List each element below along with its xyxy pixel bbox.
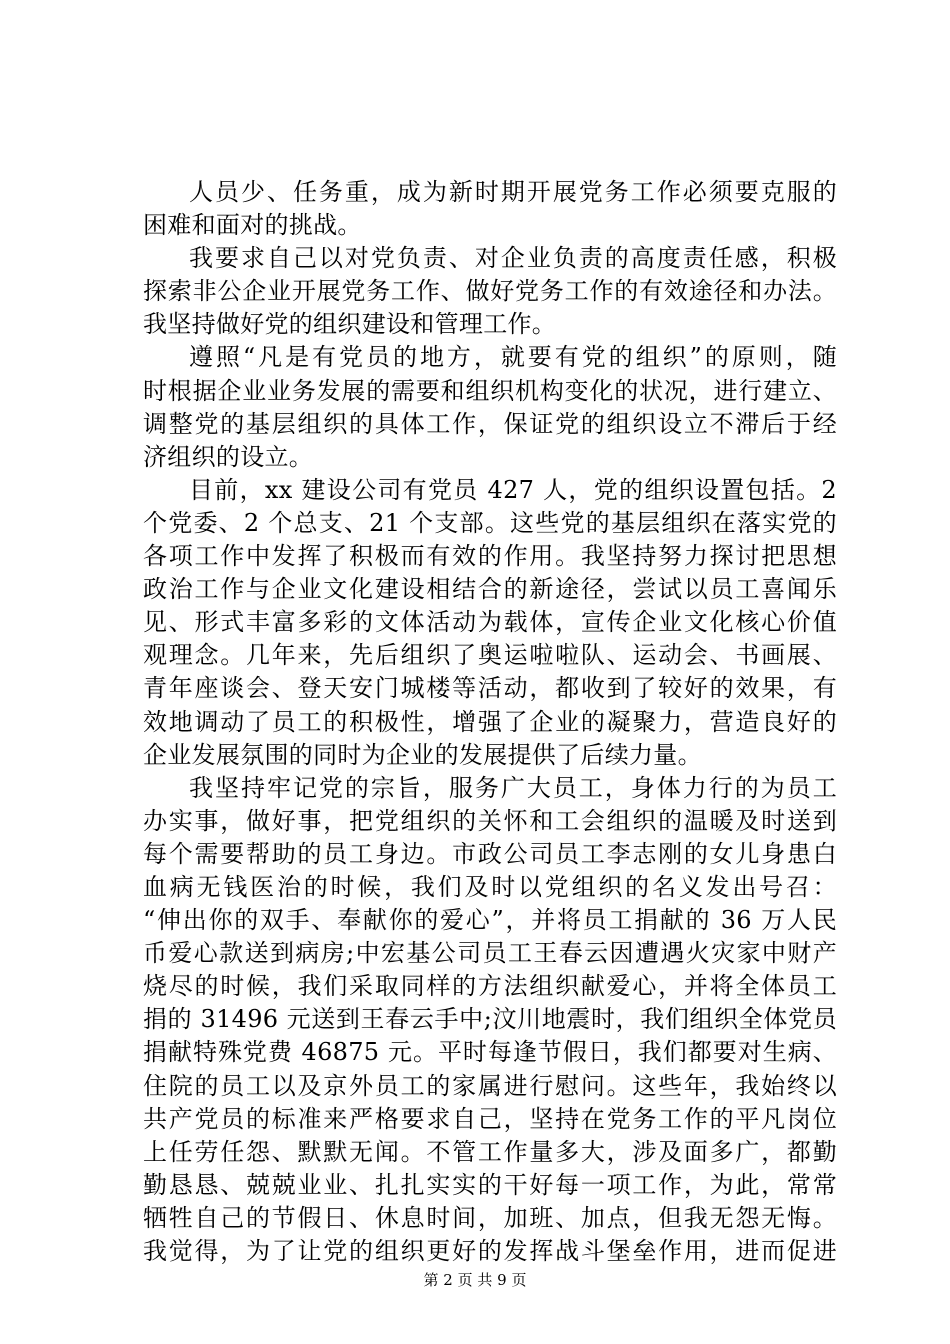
text-line: 遵照“凡是有党员的地方，就要有党的组织”的原则，随: [189, 343, 837, 372]
text-line: 血病无钱医治的时候，我们及时以党组织的名义发出号召：: [143, 872, 837, 901]
text-line: 捐献特殊党费 46875 元。平时每逢节假日，我们都要对生病、: [143, 1038, 837, 1067]
text-line: 各项工作中发挥了积极而有效的作用。我坚持努力探讨把思想: [143, 542, 837, 571]
document-body: [143, 176, 837, 1268]
text-line: 济组织的设立。: [143, 442, 314, 471]
text-line: 探索非公企业开展党务工作、做好党务工作的有效途径和办法。: [143, 277, 837, 306]
text-line: 我坚持牢记党的宗旨，服务广大员工，身体力行的为员工: [189, 773, 837, 802]
paragraph: [143, 242, 837, 341]
paragraph: [143, 772, 837, 1268]
text-line: 观理念。几年来，先后组织了奥运啦啦队、运动会、书画展、: [143, 641, 837, 670]
text-line: 人员少、任务重，成为新时期开展党务工作必须要克服的: [189, 178, 837, 206]
paragraph: [143, 474, 837, 772]
text-line: 青年座谈会、登天安门城楼等活动，都收到了较好的效果，有: [143, 674, 837, 703]
text-line: 我要求自己以对党负责、对企业负责的高度责任感，积极: [189, 244, 837, 273]
text-line: 烧尽的时候，我们采取同样的方法组织献爱心，并将全体员工: [143, 972, 837, 1001]
paragraph: [143, 176, 837, 242]
text-line: 目前，xx 建设公司有党员 427 人，党的组织设置包括。2: [189, 475, 837, 504]
text-line: 个党委、2 个总支、21 个支部。这些党的基层组织在落实党的: [143, 508, 837, 537]
text-line: 企业发展氛围的同时为企业的发展提供了后续力量。: [143, 740, 702, 769]
text-line: 见、形式丰富多彩的文体活动为载体，宣传企业文化核心价值: [143, 608, 837, 637]
text-line: 牺牲自己的节假日、休息时间，加班、加点，但我无怨无悔。: [143, 1203, 837, 1232]
text-line: 住院的员工以及京外员工的家属进行慰问。这些年，我始终以: [143, 1071, 837, 1100]
text-line: 效地调动了员工的积极性，增强了企业的凝聚力，营造良好的: [143, 707, 837, 736]
text-line: 困难和面对的挑战。: [143, 211, 362, 240]
text-line: 办实事，做好事，把党组织的关怀和工会组织的温暖及时送到: [143, 806, 837, 835]
text-line: 政治工作与企业文化建设相结合的新途径，尝试以员工喜闻乐: [143, 575, 837, 604]
text-line: 每个需要帮助的员工身边。市政公司员工李志刚的女儿身患白: [143, 839, 837, 868]
text-line: 我觉得，为了让党的组织更好的发挥战斗堡垒作用，进而促进: [143, 1237, 837, 1265]
text-line: 时根据企业业务发展的需要和组织机构变化的状况，进行建立、: [143, 376, 837, 405]
text-line: 上任劳任怨、默默无闻。不管工作量多大，涉及面多广，都勤: [143, 1137, 837, 1166]
text-line: 调整党的基层组织的具体工作，保证党的组织设立不滞后于经: [143, 409, 837, 438]
text-line: 币爱心款送到病房;中宏基公司员工王春云因遭遇火灾家中财产: [143, 939, 837, 968]
text-line: 勤恳恳、兢兢业业、扎扎实实的干好每一项工作，为此，常常: [143, 1170, 837, 1199]
page-footer: 第 2 页 共 9 页: [423, 1271, 527, 1289]
paragraph: [143, 341, 837, 473]
text-line: “伸出你的双手、奉献你的爱心”，并将员工捐献的 36 万人民: [143, 906, 837, 935]
text-line: 我坚持做好党的组织建设和管理工作。: [143, 310, 557, 339]
text-line: 捐的 31496 元送到王春云手中;汶川地震时，我们组织全体党员: [143, 1005, 837, 1034]
text-line: 共产党员的标准来严格要求自己，坚持在党务工作的平凡岗位: [143, 1104, 837, 1133]
